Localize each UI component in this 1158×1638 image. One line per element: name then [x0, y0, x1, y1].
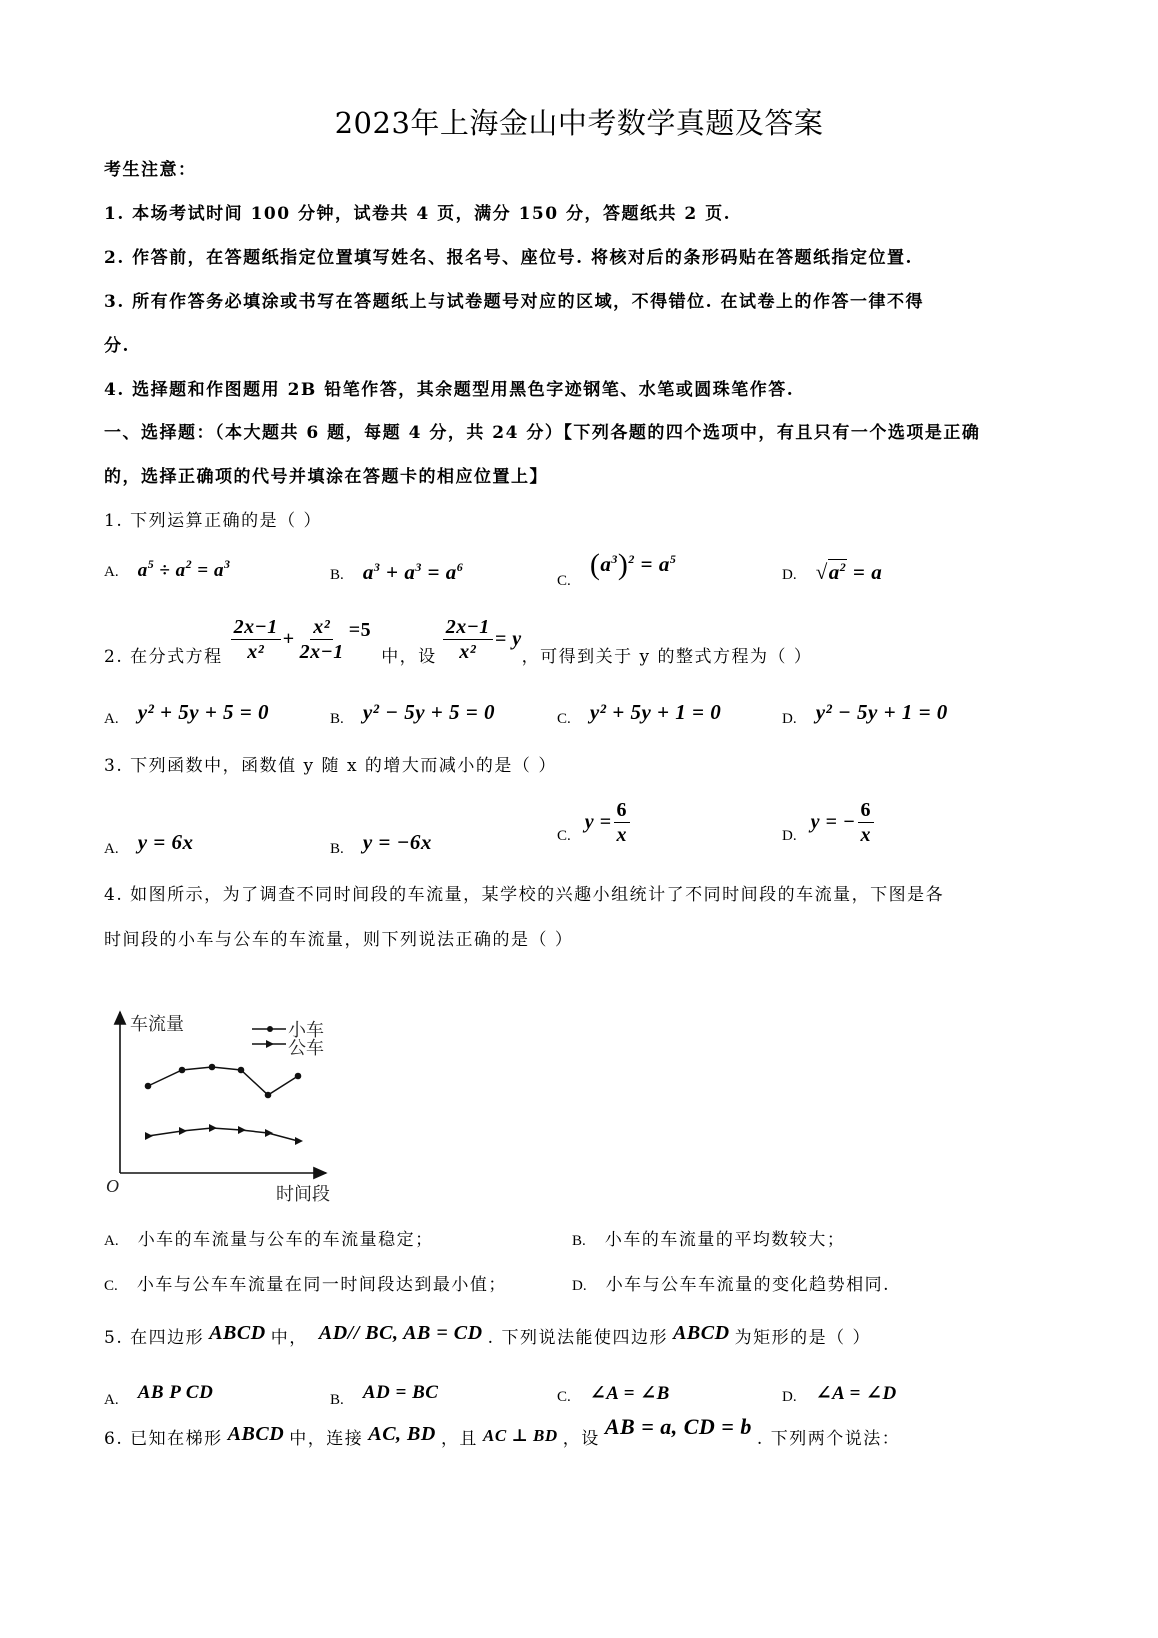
- q1-option-c-expr: $(a^3)^2 = a^5$: [589, 548, 677, 581]
- series-bus-line: [148, 1128, 298, 1141]
- x-axis-label: 时间段: [276, 1184, 330, 1205]
- q2-option-c: [557, 700, 721, 728]
- option-label: B.: [330, 711, 344, 727]
- q1-option-c: [557, 548, 676, 590]
- notice-item-2: 2. 作答前，在答题纸指定位置填写姓名、报名号、座位号. 将核对后的条形码贴在答题纸指定位置.: [104, 248, 913, 268]
- option-label: A.: [104, 1392, 119, 1408]
- q6-stem-mid1: 中，连接: [289, 1429, 364, 1449]
- notice-item-3: 3. 所有作答务必填涂或书写在答题纸上与试卷题号对应的区域，不得错位. 在试卷上的作答一律不得: [104, 292, 925, 312]
- q2-option-b: [330, 700, 495, 728]
- q4-option-b-text: 小车的车流量的平均数较大；: [604, 1230, 846, 1250]
- q5-stem: [104, 1322, 871, 1348]
- y-axis-label: 车流量: [130, 1014, 184, 1035]
- q2-option-d: [782, 700, 948, 728]
- q6-stem-prefix: 6. 已知在梯形: [104, 1429, 223, 1449]
- option-label: B.: [330, 841, 344, 857]
- q4-stem-line1: 4. 如图所示，为了调查不同时间段的车流量，某学校的兴趣小组统计了不同时间段的车流量，下图是各: [104, 885, 945, 905]
- option-label: B.: [330, 1392, 344, 1408]
- traffic-line-chart: [100, 1000, 360, 1205]
- q4-option-b: [572, 1225, 845, 1250]
- q6-perpendicular: AC ⊥ BD: [483, 1426, 558, 1445]
- lhs: y =: [584, 811, 612, 833]
- q3-option-a: [104, 830, 193, 858]
- option-label: D.: [782, 567, 797, 583]
- option-label: C.: [104, 1278, 118, 1294]
- q2-stem-mid: 中，设: [381, 647, 437, 667]
- option-label: A.: [104, 841, 119, 857]
- q1-option-a: [104, 557, 231, 582]
- origin-label: O: [106, 1176, 119, 1196]
- q6-stem: [104, 1414, 900, 1449]
- q1-option-d: [782, 560, 882, 585]
- q5-abcd-2: ABCD: [673, 1322, 730, 1344]
- q4-option-a-text: 小车的车流量与公车的车流量稳定；: [137, 1230, 434, 1250]
- frac-den: x²: [247, 641, 265, 663]
- q5-option-b: [330, 1382, 438, 1409]
- q5-option-b-expr: AD = BC: [362, 1382, 439, 1403]
- legend-car: 小车: [288, 1020, 324, 1041]
- q4-option-d-text: 小车与公车车流量的变化趋势相同.: [605, 1275, 891, 1295]
- q5-stem-prefix: 5. 在四边形: [104, 1328, 205, 1348]
- option-label: C.: [557, 828, 571, 844]
- frac-num: 6: [614, 800, 631, 823]
- q6-diagonals: AC, BD: [368, 1423, 436, 1445]
- q5-option-d-expr: ∠A = ∠D: [815, 1383, 897, 1404]
- frac-den: x: [860, 824, 871, 846]
- section-header-line2: 的，选择正确项的代号并填涂在答题卡的相应位置上】: [104, 467, 548, 487]
- q5-option-a-expr: AB P CD: [137, 1382, 214, 1403]
- series-car-line: [148, 1067, 298, 1095]
- q6-assignment: AB = a, CD = b: [604, 1414, 752, 1439]
- q2-stem-suffix: ，可得到关于 y 的整式方程为（ ）: [521, 647, 813, 667]
- q1-option-d-expr: $√a^2 = a$: [815, 560, 883, 584]
- option-label: D.: [782, 828, 797, 844]
- q3-option-b-expr: y = −6x: [362, 830, 432, 854]
- q2-equation: [229, 617, 372, 662]
- option-label: B.: [330, 567, 344, 583]
- q1-option-b-expr: $a^3 + a^3 = a^6$: [362, 560, 464, 584]
- section-header-line1: 一、选择题：（本大题共 6 题，每题 4 分，共 24 分）【下列各题的四个选项中，有且只有一个选项是正确: [104, 423, 981, 443]
- q3-option-d: [782, 800, 876, 845]
- q6-stem-suffix: . 下列两个说法：: [756, 1429, 901, 1449]
- q4-stem-line2: 时间段的小车与公车的车流量，则下列说法正确的是（ ）: [104, 930, 574, 950]
- option-label: A.: [104, 711, 119, 727]
- q5-abcd: ABCD: [209, 1322, 266, 1344]
- legend-bus: 公车: [288, 1038, 324, 1059]
- q3-stem: 3. 下列函数中，函数值 y 随 x 的增大而减小的是（ ）: [104, 756, 557, 776]
- q1-option-b: [330, 560, 463, 585]
- equation-rhs: = y: [494, 628, 522, 650]
- q5-condition: AD// BC, AB = CD: [318, 1322, 483, 1344]
- q4-option-c: [104, 1270, 507, 1295]
- q5-option-c-expr: ∠A = ∠B: [589, 1383, 670, 1404]
- q3-option-a-expr: y = 6x: [137, 830, 194, 854]
- document-title: 2023年上海金山中考数学真题及答案: [334, 106, 824, 140]
- frac-den: x: [616, 824, 628, 846]
- q3-option-c-expr: [585, 800, 632, 845]
- q2-substitution: [441, 617, 522, 662]
- notice-heading: 考生注意：: [104, 160, 197, 180]
- series-bus-points: [145, 1124, 303, 1145]
- q3-option-d-expr: [811, 800, 876, 845]
- option-label: B.: [572, 1233, 586, 1249]
- q4-option-d: [572, 1270, 890, 1295]
- q2-stem-prefix: 2. 在分式方程: [104, 647, 223, 667]
- notice-item-3-cont: 分.: [104, 336, 130, 356]
- q5-stem-mid2: . 下列说法能使四边形: [487, 1328, 668, 1348]
- legend-circle-icon: [267, 1026, 273, 1032]
- option-label: D.: [572, 1278, 587, 1294]
- option-label: D.: [782, 1389, 797, 1405]
- q2-option-c-expr: y² + 5y + 1 = 0: [589, 700, 722, 724]
- notice-item-4: 4. 选择题和作图题用 2B 铅笔作答，其余题型用黑色字迹钢笔、水笔或圆珠笔作答.: [104, 380, 795, 400]
- frac-den: 2x−1: [299, 641, 344, 663]
- option-label: C.: [557, 1389, 571, 1405]
- q6-abcd: ABCD: [227, 1423, 285, 1445]
- q2-option-d-expr: y² − 5y + 1 = 0: [815, 700, 948, 724]
- q1-stem: 1. 下列运算正确的是（ ）: [104, 511, 323, 531]
- q2-stem: [104, 612, 812, 667]
- frac-num: 2x−1: [443, 617, 493, 640]
- q5-option-c: [557, 1382, 670, 1406]
- legend-triangle-icon: [266, 1040, 274, 1048]
- option-label: A.: [104, 564, 119, 580]
- frac-num: x²: [310, 617, 333, 640]
- equation-rhs: =5: [348, 619, 372, 641]
- q5-stem-suffix: 为矩形的是（ ）: [734, 1328, 872, 1348]
- plus-sign: +: [282, 628, 295, 650]
- frac-den: x²: [459, 641, 477, 663]
- q4-option-c-text: 小车与公车车流量在同一时间段达到最小值；: [136, 1275, 507, 1295]
- q5-option-d: [782, 1382, 897, 1406]
- lhs: y = −: [810, 811, 856, 833]
- frac-num: 6: [858, 800, 875, 823]
- q6-stem-mid2: ，且: [440, 1429, 478, 1449]
- q2-option-a-expr: y² + 5y + 5 = 0: [137, 700, 270, 724]
- frac-num: 2x−1: [231, 617, 281, 640]
- q3-option-c: [557, 800, 632, 845]
- option-label: A.: [104, 1233, 119, 1249]
- option-label: C.: [557, 711, 571, 727]
- q5-stem-mid1: 中，: [270, 1328, 308, 1348]
- q2-option-b-expr: y² − 5y + 5 = 0: [362, 700, 495, 724]
- q5-option-a: [104, 1382, 213, 1409]
- option-label: C.: [557, 573, 571, 589]
- q1-option-a-expr: $a^5 \div a^2 = a^3$: [137, 557, 231, 581]
- option-label: D.: [782, 711, 797, 727]
- q2-option-a: [104, 700, 269, 728]
- q6-stem-mid3: ，设: [562, 1429, 600, 1449]
- q3-option-b: [330, 830, 432, 858]
- q4-option-a: [104, 1225, 434, 1250]
- notice-item-1: 1. 本场考试时间 100 分钟，试卷共 4 页，满分 150 分，答题纸共 2 页.: [104, 204, 732, 224]
